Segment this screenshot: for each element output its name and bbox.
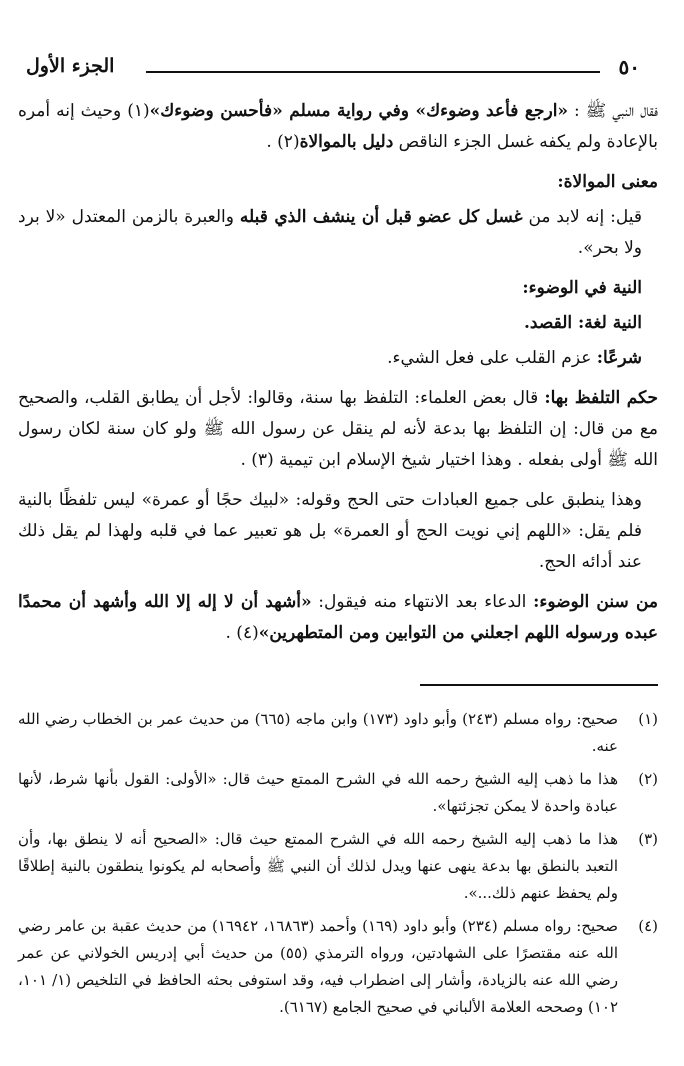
page-number: ٥٠ [618, 55, 640, 79]
footnote-number: (٤) [638, 917, 658, 935]
paragraph-talaffuz [18, 383, 658, 476]
footnote-text: هذا ما ذهب إليه الشيخ رحمه الله في الشرح الممتع حيث قال: «الأولى: القول بأنها شرط، لأنها عبادة واحدة لا يمكن تجزئتها». [18, 770, 618, 815]
header-rule [146, 71, 600, 73]
footnote-text: صحيح: رواه مسلم (٢٣٤) وأبو داود (١٦٩) وأحمد (١٦٨٦٣، ١٦٩٤٢) من حديث عقبة بن عامر رضي الله عنه مقتصرًا على الشهادتين، ورواه الترمذي (٥٥) من حديث أبي إدريس الخولاني عن عمر رضي الله عنه بالزيادة، وأشار إلى اضطراب فيه، وقد استوفى بحثه الحافظ في التلخيص (١/ ١٠١، ١٠٢) وصححه العلامة الألباني في صحيح الجامع (٦١٦٧). [18, 917, 618, 1016]
footnote-text: صحيح: رواه مسلم (٢٤٣) وأبو داود (١٧٣) وابن ماجه (٦٦٥) من حديث عمر بن الخطاب رضي الله عنه. [18, 710, 618, 755]
label: من سنن الوضوء: [533, 592, 658, 612]
footnotes [18, 706, 658, 1027]
label: شرعًا: [596, 348, 642, 368]
text-run: وفي رواية مسلم [282, 101, 416, 121]
text-run: قيل: إنه لابد من [522, 207, 642, 227]
paragraph-muwalat [18, 202, 658, 264]
niyya-shar [18, 343, 658, 374]
footnote-separator [420, 684, 658, 686]
text-run: النية لغة: القصد. [524, 313, 642, 333]
footnote [18, 913, 658, 1021]
hadith-quote: «فأحسن وضوءك» [149, 101, 283, 121]
text-run: فقال النبي ﷺ : [568, 101, 658, 121]
main-text [18, 96, 658, 658]
paragraph-hajj: وهذا ينطبق على جميع العبادات حتى الحج وقوله: «لبيك حجًا أو عمرة» ليس تلفظًا بالنية فلم يقل: «اللهم إني نويت الحج أو العمرة» بل هو تعبير عما في قلبه ولهذا لم يقل ذلك عند أدائه الحج. [18, 490, 642, 572]
hadith-quote: «ارجع فأعد وضوءك» [415, 101, 569, 121]
heading-muwalat: معنى الموالاة: [557, 172, 658, 192]
footnote-ref: (٤) . [225, 623, 259, 643]
heading-niyya: النية في الوضوء: [522, 278, 642, 298]
footnote [18, 766, 658, 820]
bold-phrase: دليل بالموالاة [299, 132, 394, 152]
bold-phrase: غسل كل عضو قبل أن ينشف الذي قبله [239, 207, 523, 227]
footnote-ref: (٢) . [266, 132, 300, 152]
text-run: عزم القلب على فعل الشيء. [387, 348, 597, 368]
label: حكم التلفظ بها: [544, 388, 658, 408]
footnote [18, 706, 658, 760]
running-title: الجزء الأول [26, 55, 115, 77]
paragraph-hadith [18, 96, 658, 158]
footnote-number: (١) [638, 710, 658, 728]
footnote-number: (٣) [638, 830, 658, 848]
footnote [18, 826, 658, 907]
footnote-text: هذا ما ذهب إليه الشيخ رحمه الله في الشرح الممتع حيث قال: «الصحيح أنه لا ينطق بها، وأن التعبد بالنطق بها بدعة ينهى عنها ويدل لذلك أن النبي ﷺ وأصحابه لم يكونوا ينطقون بالنية إطلاقًا ولم يحفظ عنهم ذلك...». [18, 830, 618, 902]
dua-quote: «أشهد أن لا إله إلا الله وأشهد أن محمدًا عبده ورسوله اللهم اجعلني من التوابين ومن المتطهرين» [18, 592, 658, 643]
footnote-number: (٢) [638, 770, 658, 788]
text-run: (١) وحيث إنه أمره بالإعادة ولم يكفه غسل الجزء الناقص [18, 101, 658, 152]
text-run: الدعاء بعد الانتهاء منه فيقول: [311, 592, 534, 612]
paragraph-dua [18, 587, 658, 649]
text-run: قال بعض العلماء: التلفظ بها سنة، وقالوا: لأجل أن يطابق القلب، والصحيح مع من قال: إن التلفظ بها بدعة لأنه لم ينقل عن رسول الله ﷺ ولو كان سنة لكان رسول الله ﷺ أولى بفعله . وهذا اختيار شيخ الإسلام ابن تيمية (٣) . [18, 388, 659, 470]
niyya-lugha [18, 308, 658, 339]
text-run: والعبرة بالزمن المعتدل «لا برد ولا بحر». [18, 207, 642, 258]
